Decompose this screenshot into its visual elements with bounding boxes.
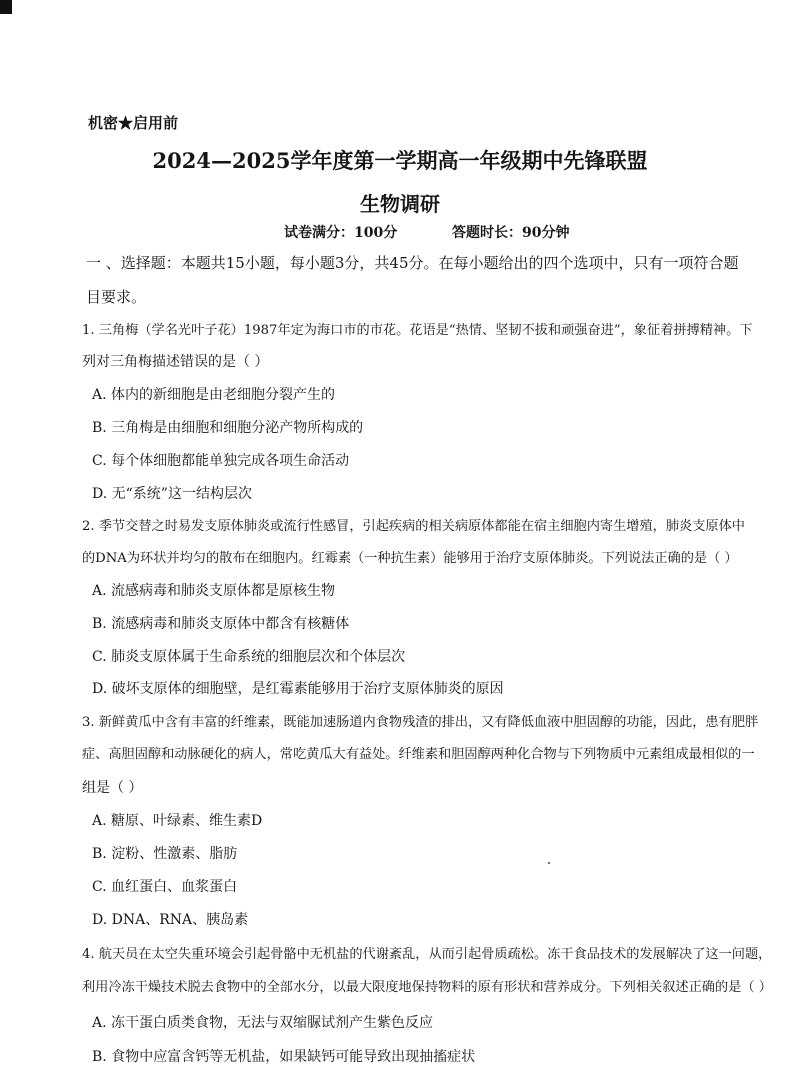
question-3-stem-line-3: 组是（ ） — [82, 780, 143, 796]
question-2-option-a: A. 流感病毒和肺炎支原体都是原核生物 — [92, 583, 336, 599]
question-4-option-a: A. 冻干蛋白质类食物，无法与双缩脲试剂产生紫色反应 — [92, 1015, 434, 1031]
question-1-option-a: A. 体内的新细胞是由老细胞分裂产生的 — [92, 387, 336, 403]
question-2-stem-line-1: 2. 季节交替之时易发支原体肺炎或流行性感冒，引起疾病的相关病原体都能在宿主细胞内寄生增殖，肺炎支原体中 — [82, 519, 745, 534]
exam-subject: 生物调研 — [360, 192, 440, 216]
question-1-option-b: B. 三角梅是由细胞和细胞分泌产物所构成的 — [92, 420, 364, 436]
question-3-stem-line-2: 症、高胆固醇和动脉硬化的病人，常吃黄瓜大有益处。纤维素和胆固醇两种化合物与下列物质中元素组成最相似的一 — [82, 747, 755, 762]
question-4-stem-line-1: 4. 航天员在太空失重环境会引起骨骼中无机盐的代谢紊乱，从而引起骨质疏松。冻干食品技术的发展解决了这一问题， — [82, 947, 772, 962]
question-1-stem-line-2: 列对三角梅描述错误的是（ ） — [82, 354, 269, 370]
question-4-option-b: B. 食物中应富含钙等无机盐，如果缺钙可能导致出现抽搐症状 — [92, 1049, 476, 1065]
question-3-option-d: D. DNA、RNA、胰岛素 — [92, 912, 249, 928]
question-4-stem-line-2: 利用冷冻干燥技术脱去食物中的全部水分，以最大限度地保持物料的原有形状和营养成分。下列相关叙述正确的是（ ） — [82, 980, 772, 995]
question-2-option-d: D. 破坏支原体的细胞壁，是红霉素能够用于治疗支原体肺炎的原因 — [92, 681, 504, 697]
question-2-option-c: C. 肺炎支原体属于生命系统的细胞层次和个体层次 — [92, 649, 406, 665]
duration: 答题时长：90分钟 — [452, 225, 570, 241]
section-instruction-line-1: 一 、选择题：本题共15小题，每小题3分，共45分。在每小题给出的四个选项中，只有一项符合题 — [86, 254, 739, 272]
scan-speck — [548, 862, 550, 864]
question-1-option-d: D. 无“系统”这一结构层次 — [92, 486, 252, 502]
secret-label: 机密★启用前 — [88, 114, 179, 132]
question-2-stem-line-2: 的DNA为环状并均匀的散布在细胞内。红霉素（一种抗生素）能够用于治疗支原体肺炎。下列说法正确的是（ ） — [82, 551, 738, 566]
section-instruction-line-2: 目要求。 — [86, 288, 147, 306]
full-score: 试卷满分：100分 — [284, 225, 398, 241]
question-3-option-b: B. 淀粉、性激素、脂肪 — [92, 846, 238, 862]
exam-title: 2024—2025学年度第一学期高一年级期中先锋联盟 — [152, 148, 648, 173]
scan-corner-mark — [0, 0, 12, 14]
question-3-option-c: C. 血红蛋白、血浆蛋白 — [92, 879, 238, 895]
question-1-stem-line-1: 1. 三角梅（学名光叶子花）1987年定为海口市的市花。花语是“热情、坚韧不拔和顽强奋进”，象征着拼搏精神。下 — [82, 323, 753, 338]
question-2-option-b: B. 流感病毒和肺炎支原体中都含有核糖体 — [92, 616, 350, 632]
question-3-option-a: A. 糖原、叶绿素、维生素D — [92, 813, 263, 829]
question-1-option-c: C. 每个体细胞都能单独完成各项生命活动 — [92, 453, 350, 469]
question-3-stem-line-1: 3. 新鲜黄瓜中含有丰富的纤维素，既能加速肠道内食物残渣的排出，又有降低血液中胆固醇的功能，因此，患有肥胖 — [82, 715, 759, 730]
